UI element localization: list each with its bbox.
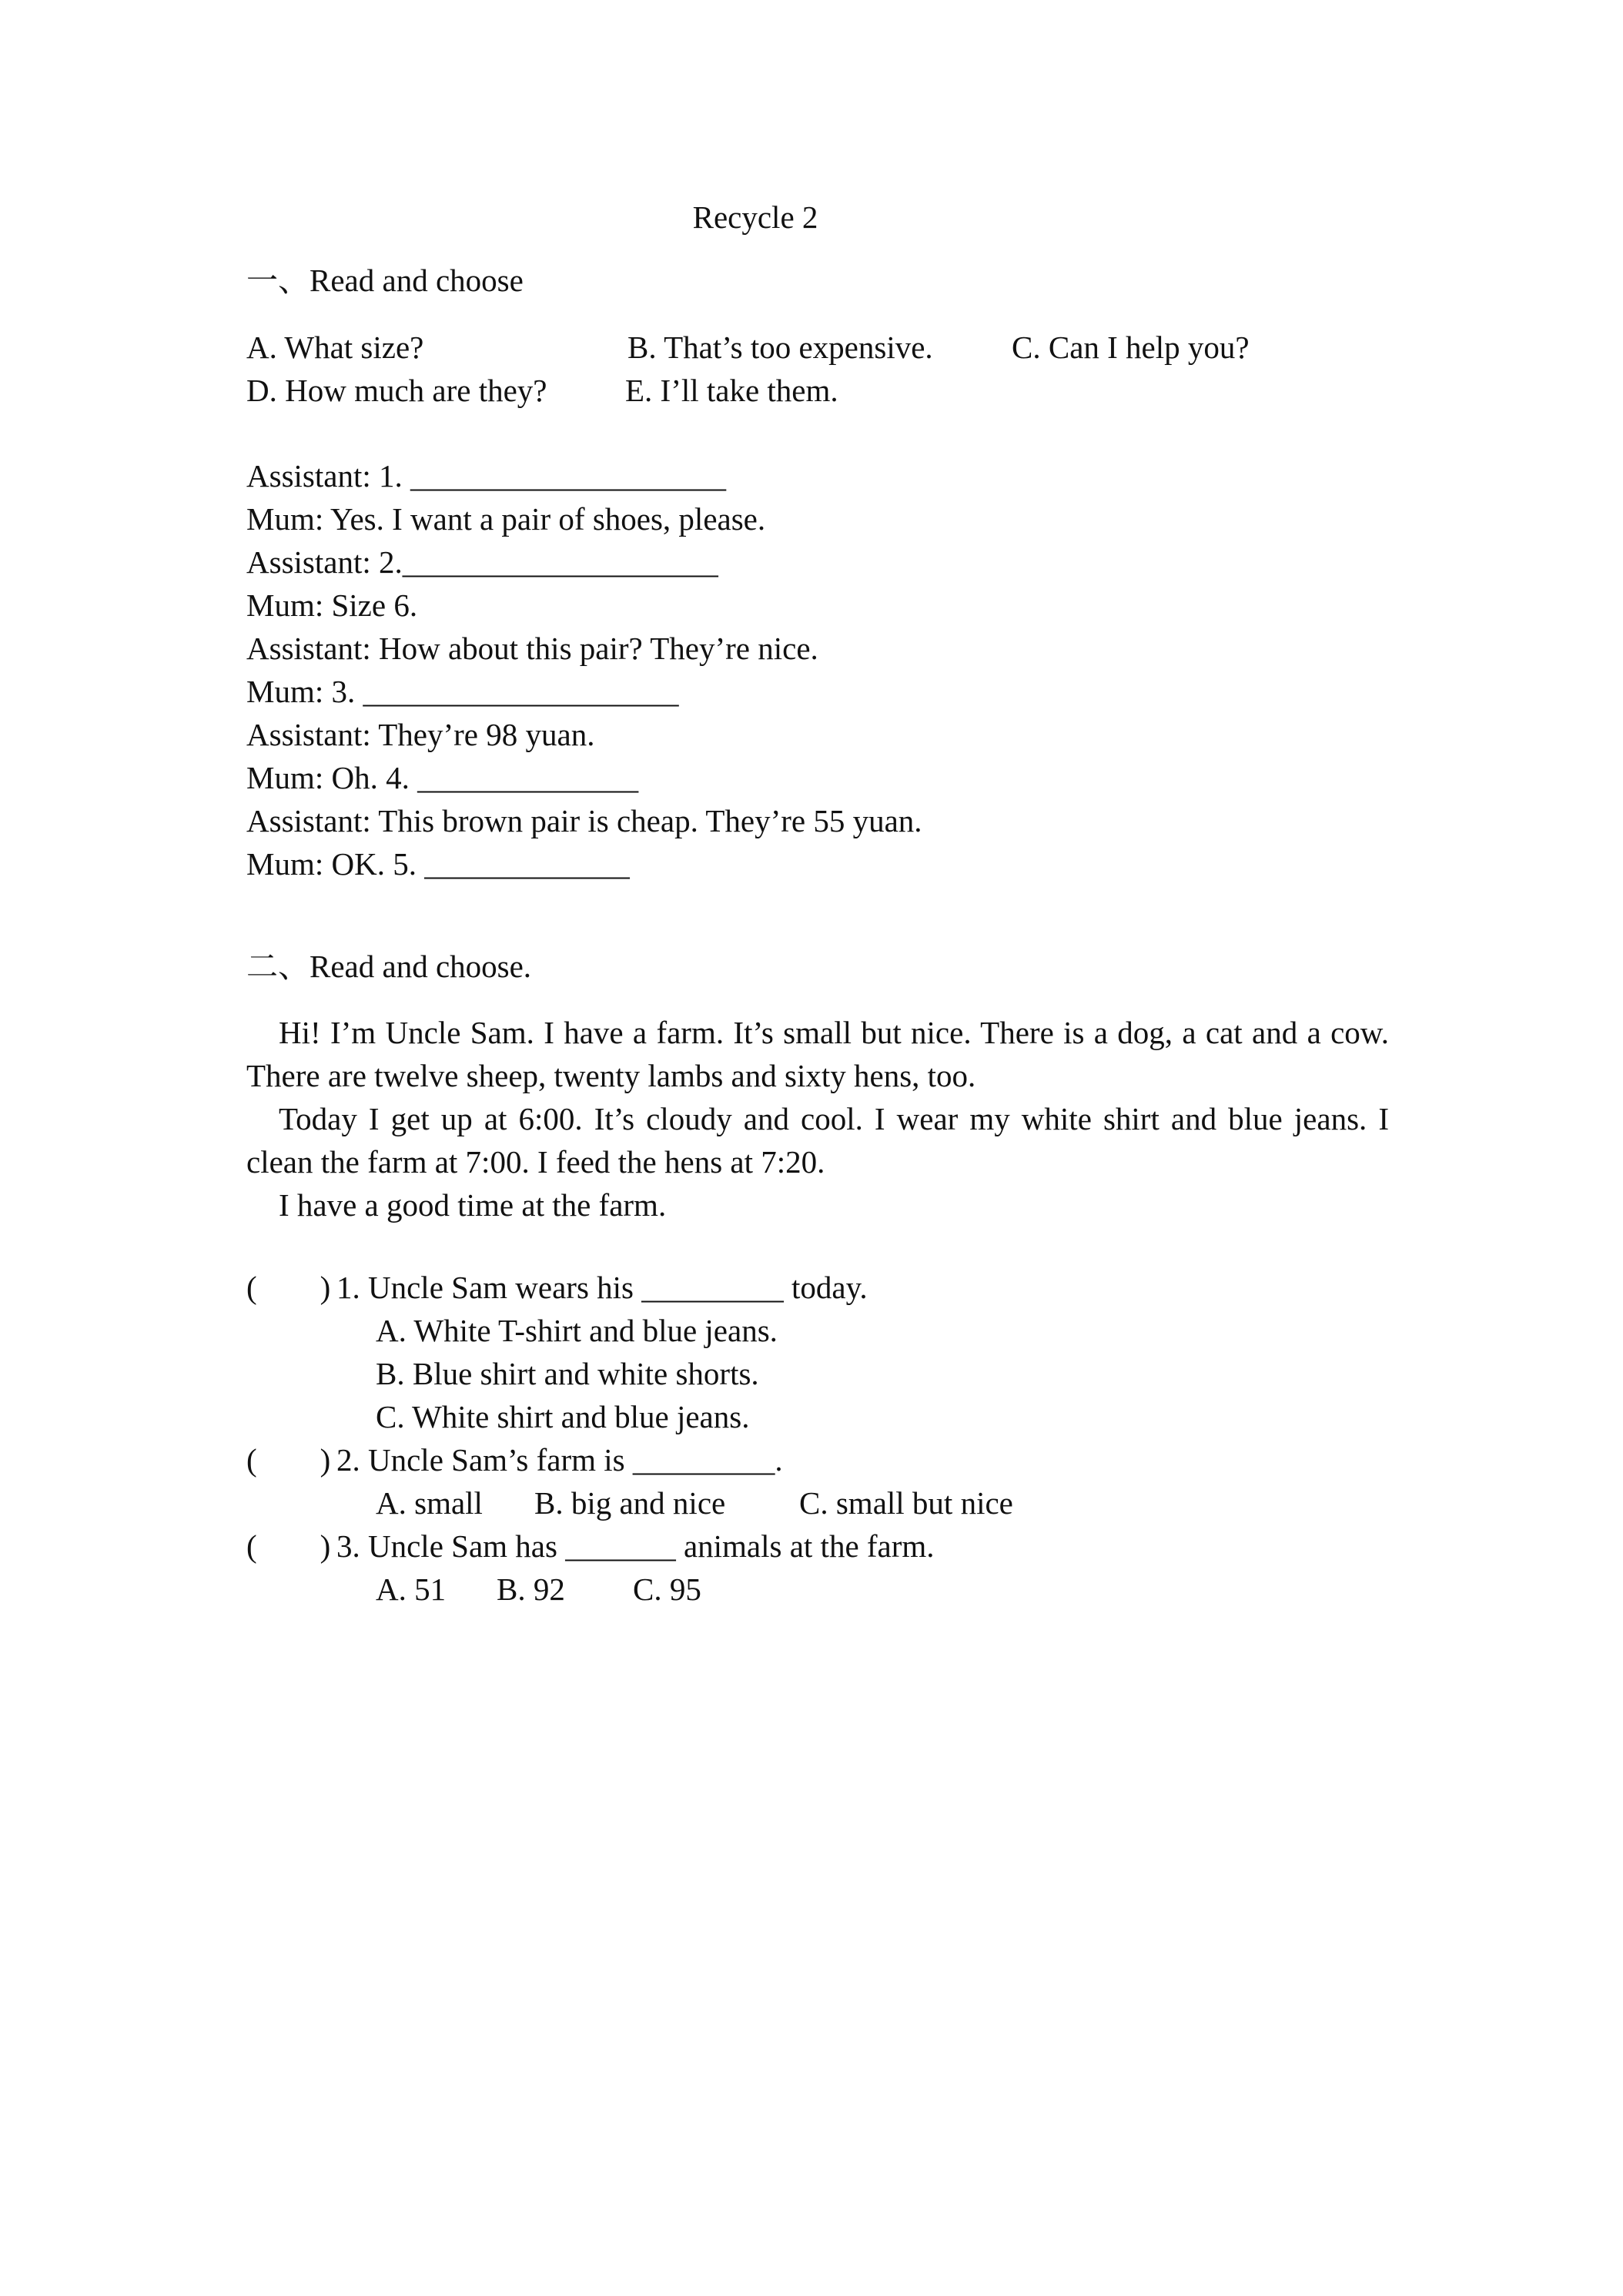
option-d: D. How much are they? [246,373,547,408]
question-3-option-a: A. 51 [376,1571,447,1607]
answer-bracket[interactable]: ( ) [246,1442,331,1478]
question-3-option-b: B. 92 [497,1571,565,1607]
dialogue-line: Mum: OK. 5. _____________ [246,846,630,882]
passage-paragraph-3: I have a good time at the farm. [279,1187,667,1223]
question-3-option-c: C. 95 [633,1571,701,1607]
question-1-stem: 1. Uncle Sam wears his _________ today. [336,1270,868,1305]
answer-bracket[interactable]: ( ) [246,1528,331,1564]
dialogue-line: Mum: Oh. 4. ______________ [246,760,639,795]
answer-bracket[interactable]: ( ) [246,1270,331,1305]
dialogue-line: Mum: 3. ____________________ [246,674,679,709]
option-e: E. I’ll take them. [625,373,838,408]
section-2-heading: 二、Read and choose. [246,949,532,984]
page-title: Recycle 2 [692,199,818,235]
option-a: A. What size? [246,330,424,365]
question-2-option-a: A. small [376,1485,483,1521]
question-2-stem: 2. Uncle Sam’s farm is _________. [336,1442,783,1478]
dialogue-line: Assistant: This brown pair is cheap. They’re 55 yuan. [246,803,922,838]
dialogue-line: Assistant: They’re 98 yuan. [246,717,595,752]
question-2-option-c: C. small but nice [799,1485,1013,1521]
section-1-heading: 一、Read and choose [246,263,524,298]
passage-paragraph-2: Today I get up at 6:00. It’s cloudy and cool. I wear my white shirt and blue jeans. I clean the farm at 7:00. I feed the hens at 7:20. [246,1101,1389,1180]
dialogue-line: Mum: Size 6. [246,587,418,623]
question-1-option-b: B. Blue shirt and white shorts. [376,1356,759,1391]
dialogue-line: Mum: Yes. I want a pair of shoes, please. [246,501,766,537]
question-1-option-a: A. White T-shirt and blue jeans. [376,1313,778,1348]
dialogue-line: Assistant: 1. ____________________ [246,458,726,494]
passage-paragraph-1: Hi! I’m Uncle Sam. I have a farm. It’s small but nice. There is a dog, a cat and a cow. There are twelve sheep, twenty lambs and sixty hens, too. [246,1015,1389,1093]
dialogue-line: Assistant: 2.____________________ [246,544,718,580]
question-2-option-b: B. big and nice [534,1485,726,1521]
question-3-stem: 3. Uncle Sam has _______ animals at the farm. [336,1528,935,1564]
option-c: C. Can I help you? [1012,330,1250,365]
question-1-option-c: C. White shirt and blue jeans. [376,1399,750,1434]
option-b: B. That’s too expensive. [627,330,933,365]
dialogue-line: Assistant: How about this pair? They’re nice. [246,631,818,666]
